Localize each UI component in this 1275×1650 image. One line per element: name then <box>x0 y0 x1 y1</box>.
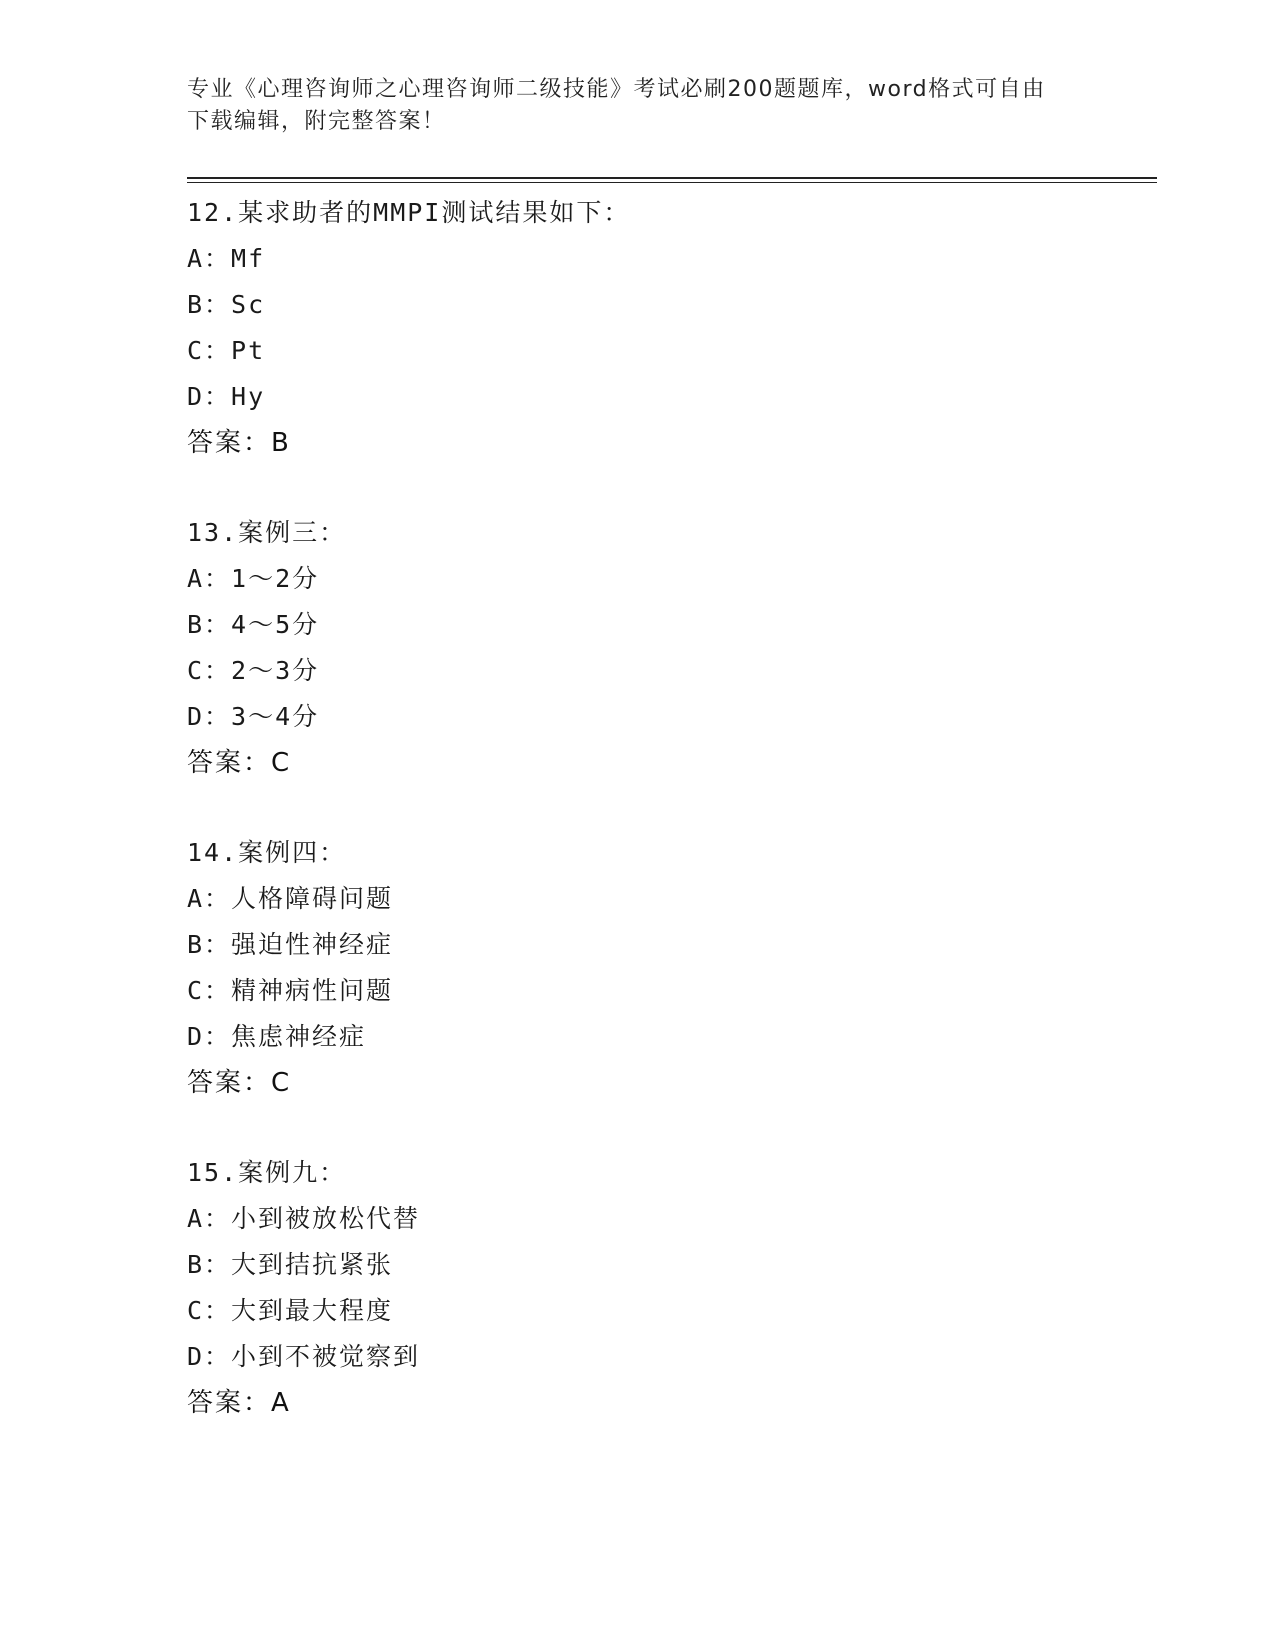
option-c: C：精神病性问题 <box>187 976 394 1005</box>
answer-line: 答案：A <box>187 1388 291 1418</box>
question-13 <box>187 510 1157 786</box>
option-d: D：焦虑神经症 <box>187 1022 367 1051</box>
option-b: B：Sc <box>187 290 266 319</box>
option-c: C：大到最大程度 <box>187 1296 394 1325</box>
option-c: C：Pt <box>187 336 266 365</box>
option-b: B：大到拮抗紧张 <box>187 1250 394 1279</box>
question-stem: 13.案例三： <box>187 518 347 547</box>
question-14 <box>187 830 1157 1106</box>
option-a: A：小到被放松代替 <box>187 1204 421 1233</box>
question-list <box>187 190 1157 1470</box>
question-stem: 15.案例九： <box>187 1158 347 1187</box>
answer-line: 答案：C <box>187 748 292 778</box>
answer-line: 答案：B <box>187 428 291 458</box>
question-15 <box>187 1150 1157 1426</box>
header-divider-thick <box>187 177 1157 179</box>
option-a: A：人格障碍问题 <box>187 884 394 913</box>
option-a: A：Mf <box>187 244 266 273</box>
question-stem: 14.案例四： <box>187 838 347 867</box>
answer-line: 答案：C <box>187 1068 292 1098</box>
question-12 <box>187 190 1157 466</box>
option-d: D：Hy <box>187 382 266 411</box>
option-b: B：4～5分 <box>187 610 320 639</box>
option-c: C：2～3分 <box>187 656 320 685</box>
option-b: B：强迫性神经症 <box>187 930 394 959</box>
option-d: D：3～4分 <box>187 702 320 731</box>
question-stem: 12.某求助者的MMPI测试结果如下： <box>187 198 631 227</box>
option-d: D：小到不被觉察到 <box>187 1342 421 1371</box>
header-divider-thin <box>187 182 1157 183</box>
option-a: A：1～2分 <box>187 564 320 593</box>
document-header: 专业《心理咨询师之心理咨询师二级技能》考试必刷200题题库，word格式可自由下载编辑，附完整答案！ <box>187 77 1046 134</box>
